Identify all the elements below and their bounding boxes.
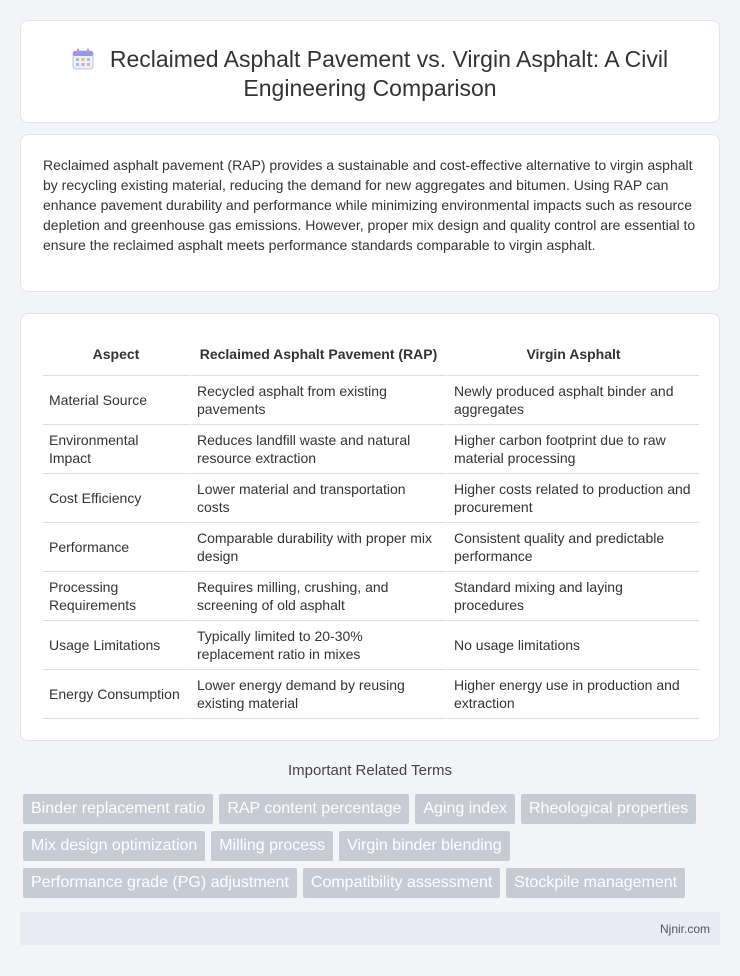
table-row — [43, 670, 699, 719]
virgin-cell: Newly produced asphalt binder and aggregates — [446, 376, 699, 425]
related-term-chip[interactable]: Performance grade (PG) adjustment — [23, 868, 297, 898]
header-virgin: Virgin Asphalt — [446, 332, 699, 376]
table-row — [43, 621, 699, 670]
rap-cell: Recycled asphalt from existing pavements — [189, 376, 446, 425]
aspect-cell: Material Source — [43, 376, 189, 425]
related-terms-list — [23, 794, 713, 898]
rap-cell: Reduces landfill waste and natural resource extraction — [189, 425, 446, 474]
virgin-cell: Higher energy use in production and extraction — [446, 670, 699, 719]
table-row — [43, 376, 699, 425]
comparison-table — [43, 332, 699, 719]
related-term-chip[interactable]: Virgin binder blending — [339, 831, 509, 861]
related-term-chip[interactable]: RAP content percentage — [219, 794, 409, 824]
aspect-cell: Cost Efficiency — [43, 474, 189, 523]
page-title: Reclaimed Asphalt Pavement vs. Virgin Asphalt: A Civil Engineering Comparison — [109, 46, 669, 101]
header-card — [20, 20, 720, 123]
related-term-chip[interactable]: Mix design optimization — [23, 831, 205, 861]
related-term-chip[interactable]: Aging index — [415, 794, 515, 824]
page-title-block — [21, 45, 719, 103]
related-term-chip[interactable]: Milling process — [211, 831, 333, 861]
rap-cell: Lower energy demand by reusing existing material — [189, 670, 446, 719]
virgin-cell: Consistent quality and predictable performance — [446, 523, 699, 572]
header-aspect: Aspect — [43, 332, 189, 376]
aspect-cell: Performance — [43, 523, 189, 572]
intro-paragraph: Reclaimed asphalt pavement (RAP) provides a sustainable and cost-effective alternative to virgin asphalt by recycling existing material, reducing the demand for new aggregates and bitumen. Using RAP can enhance pavement durability and performance while minimizing environmental impacts such as resource depletion and greenhouse gas emissions. However, proper mix design and quality control are essential to ensure the reclaimed asphalt meets performance standards comparable to virgin asphalt. — [43, 157, 696, 253]
footer-source[interactable]: Njnir.com — [659, 922, 710, 936]
virgin-cell: No usage limitations — [446, 621, 699, 670]
virgin-cell: Standard mixing and laying procedures — [446, 572, 699, 621]
calendar-icon — [72, 48, 94, 70]
related-term-chip[interactable]: Compatibility assessment — [303, 868, 500, 898]
aspect-cell: Processing Requirements — [43, 572, 189, 621]
table-header-row — [43, 332, 699, 376]
header-rap: Reclaimed Asphalt Pavement (RAP) — [189, 332, 446, 376]
rap-cell: Comparable durability with proper mix design — [189, 523, 446, 572]
virgin-cell: Higher costs related to production and procurement — [446, 474, 699, 523]
aspect-cell: Environmental Impact — [43, 425, 189, 474]
related-term-chip[interactable]: Binder replacement ratio — [23, 794, 213, 824]
aspect-cell: Energy Consumption — [43, 670, 189, 719]
rap-cell: Lower material and transportation costs — [189, 474, 446, 523]
table-row — [43, 523, 699, 572]
table-row — [43, 572, 699, 621]
virgin-cell: Higher carbon footprint due to raw material processing — [446, 425, 699, 474]
intro-card — [20, 134, 720, 292]
related-term-chip[interactable]: Rheological properties — [521, 794, 696, 824]
aspect-cell: Usage Limitations — [43, 621, 189, 670]
rap-cell: Requires milling, crushing, and screening of old asphalt — [189, 572, 446, 621]
rap-cell: Typically limited to 20-30% replacement ratio in mixes — [189, 621, 446, 670]
related-term-chip[interactable]: Stockpile management — [506, 868, 685, 898]
comparison-table-card — [20, 313, 720, 741]
footer — [20, 912, 720, 945]
table-row — [43, 474, 699, 523]
table-row — [43, 425, 699, 474]
related-terms-heading: Important Related Terms — [288, 762, 452, 779]
